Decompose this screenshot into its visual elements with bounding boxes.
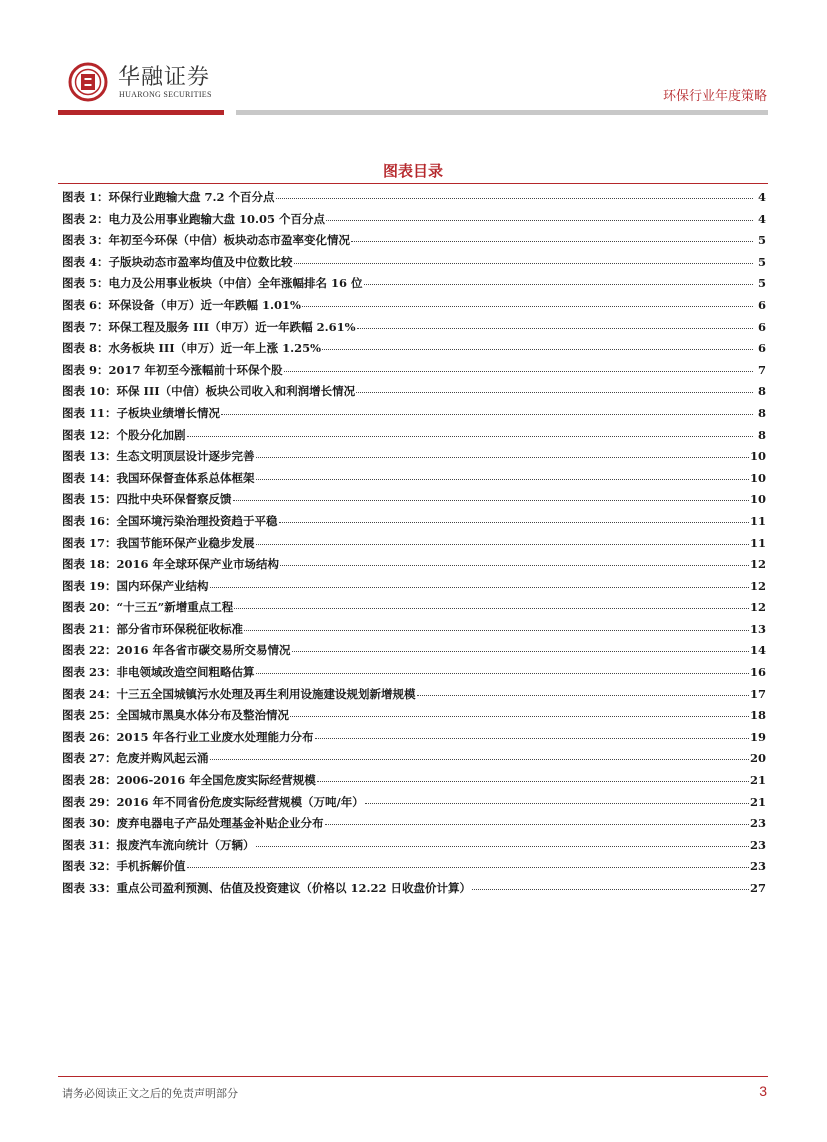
toc-entry[interactable] xyxy=(62,254,766,276)
toc-entry-page: 10 xyxy=(749,492,766,507)
toc-leader-dots xyxy=(315,737,749,739)
toc-entry-page: 21 xyxy=(749,794,766,809)
toc-leader-dots xyxy=(365,802,749,804)
toc-entry-page: 6 xyxy=(757,341,766,356)
toc-entry[interactable] xyxy=(62,599,766,621)
toc-leader-dots xyxy=(280,564,749,566)
toc-leader-dots xyxy=(233,499,749,501)
toc-leader-dots xyxy=(472,888,749,890)
toc-entry-label: 图表 18：2016 年全球环保产业市场结构 xyxy=(62,557,280,572)
toc-entry[interactable] xyxy=(62,750,766,772)
toc-entry-page: 4 xyxy=(757,190,766,204)
toc-entry[interactable] xyxy=(62,642,766,664)
toc-entry[interactable] xyxy=(62,794,766,816)
toc-entry-page: 17 xyxy=(749,686,766,701)
toc-title-rule xyxy=(58,183,768,184)
toc-leader-dots xyxy=(187,435,753,437)
figure-table-of-contents xyxy=(62,189,766,902)
toc-entry-label: 图表 5：电力及公用事业板块（中信）全年涨幅排名 16 位 xyxy=(62,276,363,291)
toc-entry-page: 8 xyxy=(757,405,766,420)
toc-leader-dots xyxy=(276,197,753,199)
toc-entry[interactable] xyxy=(62,362,766,384)
toc-entry[interactable] xyxy=(62,686,766,708)
toc-entry-page: 11 xyxy=(749,535,766,550)
toc-entry[interactable] xyxy=(62,556,766,578)
toc-entry-page: 14 xyxy=(749,643,766,658)
toc-entry[interactable] xyxy=(62,707,766,729)
toc-leader-dots xyxy=(256,478,749,480)
toc-leader-dots xyxy=(256,672,749,674)
toc-entry-page: 4 xyxy=(757,211,766,226)
toc-entry[interactable] xyxy=(62,297,766,319)
toc-entry-page: 18 xyxy=(749,708,766,723)
toc-entry[interactable] xyxy=(62,211,766,233)
toc-entry-page: 10 xyxy=(749,449,766,464)
toc-leader-dots xyxy=(326,219,753,221)
footer-rule xyxy=(58,1076,768,1077)
toc-entry-label: 图表 9：2017 年初至今涨幅前十环保个股 xyxy=(62,362,283,377)
toc-leader-dots xyxy=(234,607,749,609)
toc-entry-label: 图表 23：非电领域改造空间粗略估算 xyxy=(62,665,255,680)
page-header xyxy=(0,0,827,120)
toc-entry-page: 8 xyxy=(757,427,766,442)
toc-entry[interactable] xyxy=(62,470,766,492)
toc-leader-dots xyxy=(322,348,753,350)
toc-entry[interactable] xyxy=(62,664,766,686)
toc-entry[interactable] xyxy=(62,319,766,341)
brand-name-en: HUARONG SECURITIES xyxy=(119,90,212,99)
toc-entry-page: 12 xyxy=(749,578,766,593)
toc-entry-page: 6 xyxy=(757,319,766,334)
toc-entry-label: 图表 10：环保 III（中信）板块公司收入和利润增长情况 xyxy=(62,384,356,399)
toc-entry-label: 图表 4：子版块动态市盈率均值及中位数比较 xyxy=(62,254,293,269)
toc-entry[interactable] xyxy=(62,383,766,405)
toc-entry[interactable] xyxy=(62,858,766,880)
toc-leader-dots xyxy=(417,694,749,696)
toc-entry-label: 图表 26：2015 年各行业工业废水处理能力分布 xyxy=(62,729,314,744)
toc-entry[interactable] xyxy=(62,837,766,859)
toc-leader-dots xyxy=(256,456,749,458)
toc-entry[interactable] xyxy=(62,427,766,449)
toc-entry-label: 图表 32：手机拆解价值 xyxy=(62,859,186,874)
toc-entry-page: 11 xyxy=(749,513,766,528)
toc-entry-label: 图表 25：全国城市黑臭水体分布及整治情况 xyxy=(62,708,290,723)
toc-entry[interactable] xyxy=(62,275,766,297)
toc-leader-dots xyxy=(244,629,749,631)
toc-entry-label: 图表 31：报废汽车流向统计（万辆） xyxy=(62,837,255,852)
toc-entry-label: 图表 8：水务板块 III（申万）近一年上涨 1.25% xyxy=(62,341,322,356)
toc-entry[interactable] xyxy=(62,621,766,643)
toc-entry[interactable] xyxy=(62,189,766,211)
toc-entry-label: 图表 19：国内环保产业结构 xyxy=(62,578,209,593)
toc-entry-label: 图表 30：废弃电器电子产品处理基金补贴企业分布 xyxy=(62,816,324,831)
toc-entry-page: 16 xyxy=(749,665,766,680)
toc-entry[interactable] xyxy=(62,815,766,837)
toc-entry-page: 5 xyxy=(757,233,766,248)
toc-entry-page: 19 xyxy=(749,729,766,744)
toc-entry-label: 图表 17：我国节能环保产业稳步发展 xyxy=(62,535,255,550)
toc-entry-label: 图表 29：2016 年不同省份危废实际经营规模（万吨/年） xyxy=(62,794,364,809)
toc-entry-label: 图表 21：部分省市环保税征收标准 xyxy=(62,621,244,636)
report-category: 环保行业年度策略 xyxy=(662,89,767,104)
toc-leader-dots xyxy=(187,866,749,868)
toc-entry-label: 图表 2：电力及公用事业跑输大盘 10.05 个百分点 xyxy=(62,211,326,226)
toc-leader-dots xyxy=(351,240,753,242)
brand-name-cn: 华融证券 xyxy=(118,65,211,90)
toc-entry-label: 图表 28：2006-2016 年全国危废实际经营规模 xyxy=(62,773,316,788)
toc-leader-dots xyxy=(294,262,753,264)
toc-entry-page: 6 xyxy=(757,297,766,312)
toc-leader-dots xyxy=(364,283,753,285)
toc-entry-label: 图表 7：环保工程及服务 III（申万）近一年跌幅 2.61% xyxy=(62,319,356,334)
toc-entry-page: 5 xyxy=(757,276,766,291)
toc-leader-dots xyxy=(317,780,749,782)
toc-entry[interactable] xyxy=(62,491,766,513)
toc-entry[interactable] xyxy=(62,729,766,751)
toc-leader-dots xyxy=(356,391,753,393)
toc-entry-label: 图表 12：个股分化加剧 xyxy=(62,427,186,442)
toc-leader-dots xyxy=(290,715,749,717)
toc-entry-page: 5 xyxy=(757,254,766,269)
toc-entry-page: 23 xyxy=(749,837,766,852)
toc-entry-page: 21 xyxy=(749,773,766,788)
toc-entry-label: 图表 3：年初至今环保（中信）板块动态市盈率变化情况 xyxy=(62,233,351,248)
toc-entry[interactable] xyxy=(62,232,766,254)
header-divider-bar xyxy=(236,110,768,115)
toc-entry[interactable] xyxy=(62,578,766,600)
toc-leader-dots xyxy=(302,305,753,307)
toc-entry-label: 图表 11：子板块业绩增长情况 xyxy=(62,405,221,420)
toc-entry-page: 12 xyxy=(749,557,766,572)
toc-entry-page: 7 xyxy=(757,362,766,377)
toc-entry-label: 图表 22：2016 年各省市碳交易所交易情况 xyxy=(62,643,291,658)
toc-entry-page: 12 xyxy=(749,600,766,615)
toc-leader-dots xyxy=(210,758,749,760)
toc-leader-dots xyxy=(221,413,753,415)
toc-entry-label: 图表 27：危废并购风起云涌 xyxy=(62,751,209,766)
toc-leader-dots xyxy=(256,543,749,545)
toc-entry-label: 图表 16：全国环境污染治理投资趋于平稳 xyxy=(62,513,278,528)
toc-leader-dots xyxy=(210,586,749,588)
toc-leader-dots xyxy=(325,823,749,825)
toc-entry-page: 8 xyxy=(757,384,766,399)
footer-disclaimer: 请务必阅读正文之后的免责声明部分 xyxy=(62,1087,238,1100)
toc-entry-page: 23 xyxy=(749,816,766,831)
toc-entry[interactable] xyxy=(62,880,766,902)
toc-leader-dots xyxy=(292,650,749,652)
toc-entry-label: 图表 1：环保行业跑输大盘 7.2 个百分点 xyxy=(62,190,275,204)
toc-entry-page: 27 xyxy=(749,881,766,895)
toc-entry-label: 图表 6：环保设备（申万）近一年跌幅 1.01% xyxy=(62,297,301,312)
toc-entry[interactable] xyxy=(62,340,766,362)
toc-entry-label: 图表 15：四批中央环保督察反馈 xyxy=(62,492,232,507)
toc-entry[interactable] xyxy=(62,513,766,535)
toc-entry-label: 图表 24：十三五全国城镇污水处理及再生利用设施建设规划新增规模 xyxy=(62,686,416,701)
toc-leader-dots xyxy=(279,521,749,523)
toc-leader-dots xyxy=(284,370,753,372)
toc-entry[interactable] xyxy=(62,772,766,794)
toc-leader-dots xyxy=(357,327,753,329)
toc-entry-page: 23 xyxy=(749,859,766,874)
toc-entry[interactable] xyxy=(62,535,766,557)
huarong-logo-icon xyxy=(68,62,108,102)
toc-title: 图表目录 xyxy=(382,162,443,180)
toc-entry-label: 图表 20：“十三五”新增重点工程 xyxy=(62,600,234,615)
toc-entry-label: 图表 13：生态文明顶层设计逐步完善 xyxy=(62,449,255,464)
toc-leader-dots xyxy=(256,845,749,847)
header-accent-bar xyxy=(58,110,224,115)
toc-entry[interactable] xyxy=(62,448,766,470)
toc-entry-page: 10 xyxy=(749,470,766,485)
toc-entry-label: 图表 33：重点公司盈利预测、估值及投资建议（价格以 12.22 日收盘价计算） xyxy=(62,881,472,895)
toc-entry-page: 13 xyxy=(749,621,766,636)
toc-entry-page: 20 xyxy=(749,751,766,766)
page-number: 3 xyxy=(759,1083,767,1099)
toc-entry[interactable] xyxy=(62,405,766,427)
toc-entry-label: 图表 14：我国环保督查体系总体框架 xyxy=(62,470,255,485)
